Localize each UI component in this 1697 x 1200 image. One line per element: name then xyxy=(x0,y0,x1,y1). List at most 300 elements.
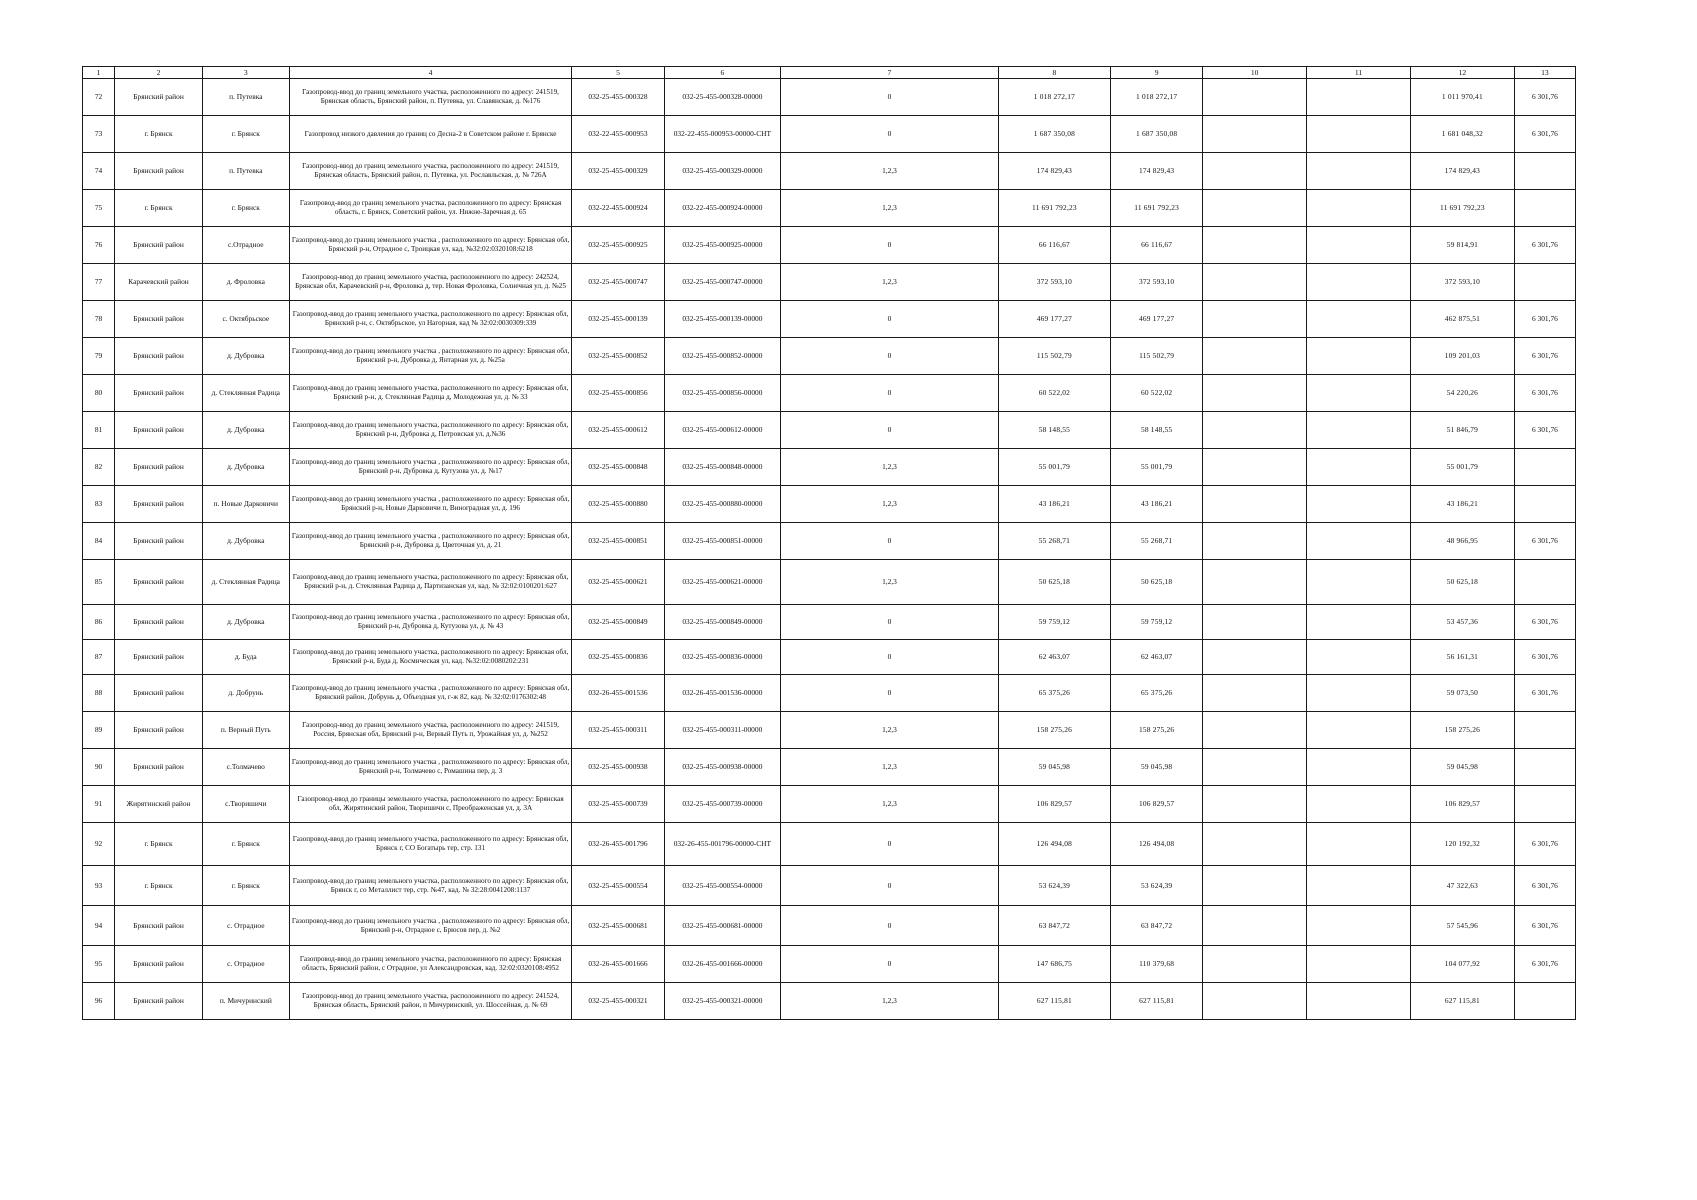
col9-amount-cell: 627 115,81 xyxy=(1111,983,1203,1020)
col10-cell xyxy=(1203,486,1307,523)
row-number: 75 xyxy=(83,190,115,227)
locality-cell: д. Дубровка xyxy=(202,523,289,560)
col-header-6: 6 xyxy=(664,67,781,79)
row-number: 91 xyxy=(83,786,115,823)
col7-cell: 0 xyxy=(781,675,998,712)
col12-amount-cell: 48 966,95 xyxy=(1410,523,1514,560)
col10-cell xyxy=(1203,675,1307,712)
inventory-number-cell: 032-25-455-000329-00000 xyxy=(664,153,781,190)
col-header-4: 4 xyxy=(289,67,572,79)
row-number: 94 xyxy=(83,906,115,946)
row-number: 82 xyxy=(83,449,115,486)
col11-cell xyxy=(1307,605,1411,640)
col12-amount-cell: 43 186,21 xyxy=(1410,486,1514,523)
col9-amount-cell: 55 268,71 xyxy=(1111,523,1203,560)
col9-amount-cell: 1 687 350,08 xyxy=(1111,116,1203,153)
row-number: 85 xyxy=(83,560,115,605)
district-cell: г. Брянск xyxy=(115,866,203,906)
col8-amount-cell: 55 268,71 xyxy=(998,523,1110,560)
object-code-cell: 032-25-455-000856 xyxy=(572,375,664,412)
registry-table xyxy=(82,66,1576,1020)
col7-cell: 0 xyxy=(781,412,998,449)
col11-cell xyxy=(1307,301,1411,338)
col-header-5: 5 xyxy=(572,67,664,79)
col9-amount-cell: 1 018 272,17 xyxy=(1111,79,1203,116)
col7-cell: 1,2,3 xyxy=(781,264,998,301)
description-cell: Газопровод-ввод до границ земельного участка , расположенного по адресу: Брянская обл, Брянский р-н, Дубровка д, Кутузова ул, д. №17 xyxy=(289,449,572,486)
table-row xyxy=(83,264,1576,301)
col12-amount-cell: 59 814,91 xyxy=(1410,227,1514,264)
object-code-cell: 032-25-455-000851 xyxy=(572,523,664,560)
inventory-number-cell: 032-25-455-000311-00000 xyxy=(664,712,781,749)
col-header-11: 11 xyxy=(1307,67,1411,79)
col13-amount-cell: 6 301,76 xyxy=(1514,675,1575,712)
row-number: 89 xyxy=(83,712,115,749)
object-code-cell: 032-25-455-000938 xyxy=(572,749,664,786)
locality-cell: с. Отрадное xyxy=(202,906,289,946)
col9-amount-cell: 63 847,72 xyxy=(1111,906,1203,946)
row-number: 77 xyxy=(83,264,115,301)
col8-amount-cell: 58 148,55 xyxy=(998,412,1110,449)
row-number: 83 xyxy=(83,486,115,523)
locality-cell: д. Добрунь xyxy=(202,675,289,712)
description-cell: Газопровод-ввод до границ земельного участка , расположенного по адресу: Брянская обл, Брянский р-н, Отрадное с, Брюсов пер, д. №2 xyxy=(289,906,572,946)
col13-amount-cell: 6 301,76 xyxy=(1514,375,1575,412)
col8-amount-cell: 174 829,43 xyxy=(998,153,1110,190)
col11-cell xyxy=(1307,116,1411,153)
col13-amount-cell xyxy=(1514,786,1575,823)
col9-amount-cell: 110 379,68 xyxy=(1111,946,1203,983)
col10-cell xyxy=(1203,823,1307,866)
locality-cell: г. Брянск xyxy=(202,116,289,153)
col11-cell xyxy=(1307,338,1411,375)
col8-amount-cell: 50 625,18 xyxy=(998,560,1110,605)
district-cell: Брянский район xyxy=(115,412,203,449)
col11-cell xyxy=(1307,866,1411,906)
col7-cell: 1,2,3 xyxy=(781,786,998,823)
col10-cell xyxy=(1203,866,1307,906)
locality-cell: д. Буда xyxy=(202,640,289,675)
description-cell: Газопровод-ввод до границ земельного участка, расположенного по адресу: 242524, Брянская обл, Карачевский р-н, Фроловка д, тер. Новая Фроловка, Солнечная ул, д. №25 xyxy=(289,264,572,301)
table-row xyxy=(83,449,1576,486)
col12-amount-cell: 158 275,26 xyxy=(1410,712,1514,749)
col8-amount-cell: 106 829,57 xyxy=(998,786,1110,823)
col10-cell xyxy=(1203,449,1307,486)
col11-cell xyxy=(1307,523,1411,560)
table-row xyxy=(83,946,1576,983)
inventory-number-cell: 032-25-455-000328-00000 xyxy=(664,79,781,116)
locality-cell: с. Отрадное xyxy=(202,946,289,983)
col11-cell xyxy=(1307,749,1411,786)
row-number: 80 xyxy=(83,375,115,412)
col7-cell: 1,2,3 xyxy=(781,749,998,786)
description-cell: Газопровод-ввод до границ земельного участка , расположенного по адресу: Брянская обл, Брянский р-н, Новые Дарковичи п, Виноградная ул, д. 196 xyxy=(289,486,572,523)
col8-amount-cell: 43 186,21 xyxy=(998,486,1110,523)
col12-amount-cell: 1 011 970,41 xyxy=(1410,79,1514,116)
col8-amount-cell: 115 502,79 xyxy=(998,338,1110,375)
col9-amount-cell: 126 494,08 xyxy=(1111,823,1203,866)
object-code-cell: 032-25-455-000848 xyxy=(572,449,664,486)
row-number: 88 xyxy=(83,675,115,712)
col11-cell xyxy=(1307,375,1411,412)
district-cell: Брянский район xyxy=(115,605,203,640)
locality-cell: д. Дубровка xyxy=(202,412,289,449)
row-number: 74 xyxy=(83,153,115,190)
district-cell: Брянский район xyxy=(115,449,203,486)
locality-cell: п. Верный Путь xyxy=(202,712,289,749)
inventory-number-cell: 032-25-455-000681-00000 xyxy=(664,906,781,946)
district-cell: Брянский район xyxy=(115,749,203,786)
col8-amount-cell: 126 494,08 xyxy=(998,823,1110,866)
table-row xyxy=(83,906,1576,946)
col11-cell xyxy=(1307,640,1411,675)
col11-cell xyxy=(1307,983,1411,1020)
col10-cell xyxy=(1203,338,1307,375)
row-number: 95 xyxy=(83,946,115,983)
col10-cell xyxy=(1203,946,1307,983)
object-code-cell: 032-25-455-000849 xyxy=(572,605,664,640)
object-code-cell: 032-26-455-001796 xyxy=(572,823,664,866)
col8-amount-cell: 59 759,12 xyxy=(998,605,1110,640)
table-row xyxy=(83,153,1576,190)
col13-amount-cell: 6 301,76 xyxy=(1514,301,1575,338)
locality-cell: г. Брянск xyxy=(202,190,289,227)
table-row xyxy=(83,338,1576,375)
col11-cell xyxy=(1307,906,1411,946)
col12-amount-cell: 54 220,26 xyxy=(1410,375,1514,412)
col-header-10: 10 xyxy=(1203,67,1307,79)
object-code-cell: 032-25-455-000328 xyxy=(572,79,664,116)
col11-cell xyxy=(1307,675,1411,712)
inventory-number-cell: 032-25-455-000938-00000 xyxy=(664,749,781,786)
district-cell: Брянский район xyxy=(115,338,203,375)
description-cell: Газопровод низкого давления до границ со Десна-2 в Советском районе г. Брянске xyxy=(289,116,572,153)
description-cell: Газопровод-ввод до границ земельного участка, расположенного по адресу: 241519, Брянская область, Брянский район, п. Путевка, ул. Рославльская, д. № 726А xyxy=(289,153,572,190)
col13-amount-cell: 6 301,76 xyxy=(1514,227,1575,264)
col9-amount-cell: 50 625,18 xyxy=(1111,560,1203,605)
col9-amount-cell: 106 829,57 xyxy=(1111,786,1203,823)
col7-cell: 0 xyxy=(781,227,998,264)
table-row xyxy=(83,823,1576,866)
inventory-number-cell: 032-25-455-000747-00000 xyxy=(664,264,781,301)
col9-amount-cell: 59 045,98 xyxy=(1111,749,1203,786)
object-code-cell: 032-25-455-000321 xyxy=(572,983,664,1020)
inventory-number-cell: 032-25-455-000852-00000 xyxy=(664,338,781,375)
table-row xyxy=(83,486,1576,523)
col10-cell xyxy=(1203,227,1307,264)
col7-cell: 0 xyxy=(781,866,998,906)
object-code-cell: 032-26-455-001536 xyxy=(572,675,664,712)
col10-cell xyxy=(1203,153,1307,190)
col10-cell xyxy=(1203,190,1307,227)
inventory-number-cell: 032-25-455-000612-00000 xyxy=(664,412,781,449)
col13-amount-cell: 6 301,76 xyxy=(1514,946,1575,983)
description-cell: Газопровод-ввод до границ земельного участка, расположенного по адресу: 241519, Россия, Брянская обл, Брянский р-н, Верный Путь п, Урожайная ул, д. №252 xyxy=(289,712,572,749)
col10-cell xyxy=(1203,375,1307,412)
table-row xyxy=(83,79,1576,116)
col9-amount-cell: 65 375,26 xyxy=(1111,675,1203,712)
col13-amount-cell xyxy=(1514,486,1575,523)
col9-amount-cell: 59 759,12 xyxy=(1111,605,1203,640)
description-cell: Газопровод-ввод до границы земельного участка, расположенного по адресу: Брянская обл, Жирятинский район, Творишичи с, Преображенская ул, д. 3А xyxy=(289,786,572,823)
col7-cell: 0 xyxy=(781,523,998,560)
col7-cell: 0 xyxy=(781,906,998,946)
col9-amount-cell: 469 177,27 xyxy=(1111,301,1203,338)
inventory-number-cell: 032-25-455-000848-00000 xyxy=(664,449,781,486)
col9-amount-cell: 55 001,79 xyxy=(1111,449,1203,486)
col8-amount-cell: 53 624,39 xyxy=(998,866,1110,906)
table-row xyxy=(83,605,1576,640)
description-cell: Газопровод-ввод до границ земельного участка, расположенного по адресу: Брянская обл, Брянский р-н, с. Октябрьское, ул Нагорная, кад № 32:02:0030309:339 xyxy=(289,301,572,338)
col7-cell: 0 xyxy=(781,338,998,375)
inventory-number-cell: 032-25-455-000321-00000 xyxy=(664,983,781,1020)
inventory-number-cell: 032-26-455-001796-00000-СНТ xyxy=(664,823,781,866)
col10-cell xyxy=(1203,983,1307,1020)
description-cell: Газопровод-ввод до границ земельного участка , расположенного по адресу: Брянская обл, Брянский р-н, Дубровка д, Кутузова ул, д. № 43 xyxy=(289,605,572,640)
col11-cell xyxy=(1307,823,1411,866)
row-number: 72 xyxy=(83,79,115,116)
description-cell: Газопровод-ввод до границ земельного участка, расположенного по адресу: Брянская обл, Брянский р-н, Буда д, Космическая ул, кад. №32:02:0080202:231 xyxy=(289,640,572,675)
col13-amount-cell xyxy=(1514,983,1575,1020)
description-cell: Газопровод-ввод до границ земельного участка, расположенного по адресу: Брянская обл, Брянский р-н, д. Стеклянная Радица д, Партизанская ул, кад. № 32:02:0100201:627 xyxy=(289,560,572,605)
inventory-number-cell: 032-22-455-000953-00000-СНТ xyxy=(664,116,781,153)
description-cell: Газопровод-ввод до границ земельного участка, расположенного по адресу: 241519, Брянская область, Брянский район, п. Путевка, ул. Славянская, д. №176 xyxy=(289,79,572,116)
object-code-cell: 032-25-455-000852 xyxy=(572,338,664,375)
col-header-1: 1 xyxy=(83,67,115,79)
table-row xyxy=(83,712,1576,749)
col11-cell xyxy=(1307,786,1411,823)
description-cell: Газопровод-ввод до границ земельного участка , расположенного по адресу: Брянская обл, Брянский район, Добрунь д, Объездная ул, г-ж 82, кад. № 32:02:0176302:48 xyxy=(289,675,572,712)
row-number: 79 xyxy=(83,338,115,375)
col11-cell xyxy=(1307,79,1411,116)
table-row xyxy=(83,640,1576,675)
col12-amount-cell: 106 829,57 xyxy=(1410,786,1514,823)
col7-cell: 0 xyxy=(781,116,998,153)
col12-amount-cell: 51 846,79 xyxy=(1410,412,1514,449)
col13-amount-cell xyxy=(1514,712,1575,749)
object-code-cell: 032-25-455-000836 xyxy=(572,640,664,675)
col7-cell: 0 xyxy=(781,375,998,412)
col13-amount-cell xyxy=(1514,153,1575,190)
district-cell: Брянский район xyxy=(115,640,203,675)
col11-cell xyxy=(1307,486,1411,523)
col9-amount-cell: 174 829,43 xyxy=(1111,153,1203,190)
col10-cell xyxy=(1203,749,1307,786)
inventory-number-cell: 032-25-455-000554-00000 xyxy=(664,866,781,906)
object-code-cell: 032-25-455-000880 xyxy=(572,486,664,523)
object-code-cell: 032-25-455-000739 xyxy=(572,786,664,823)
col-header-12: 12 xyxy=(1410,67,1514,79)
locality-cell: с. Октябрьское xyxy=(202,301,289,338)
col9-amount-cell: 60 522,02 xyxy=(1111,375,1203,412)
col10-cell xyxy=(1203,605,1307,640)
col13-amount-cell: 6 301,76 xyxy=(1514,412,1575,449)
col-header-7: 7 xyxy=(781,67,998,79)
locality-cell: д. Стеклянная Радица xyxy=(202,560,289,605)
table-row xyxy=(83,375,1576,412)
col-header-8: 8 xyxy=(998,67,1110,79)
locality-cell: п. Путевка xyxy=(202,79,289,116)
col13-amount-cell xyxy=(1514,264,1575,301)
col13-amount-cell: 6 301,76 xyxy=(1514,523,1575,560)
row-number: 90 xyxy=(83,749,115,786)
col12-amount-cell: 1 681 048,32 xyxy=(1410,116,1514,153)
col13-amount-cell: 6 301,76 xyxy=(1514,116,1575,153)
row-number: 78 xyxy=(83,301,115,338)
col7-cell: 1,2,3 xyxy=(781,712,998,749)
col11-cell xyxy=(1307,412,1411,449)
table-row xyxy=(83,301,1576,338)
col-header-2: 2 xyxy=(115,67,203,79)
col11-cell xyxy=(1307,153,1411,190)
row-number: 84 xyxy=(83,523,115,560)
district-cell: Жирятинский район xyxy=(115,786,203,823)
district-cell: Брянский район xyxy=(115,486,203,523)
col13-amount-cell: 6 301,76 xyxy=(1514,605,1575,640)
col11-cell xyxy=(1307,560,1411,605)
col12-amount-cell: 627 115,81 xyxy=(1410,983,1514,1020)
col9-amount-cell: 58 148,55 xyxy=(1111,412,1203,449)
col9-amount-cell: 62 463,07 xyxy=(1111,640,1203,675)
col9-amount-cell: 115 502,79 xyxy=(1111,338,1203,375)
col13-amount-cell: 6 301,76 xyxy=(1514,338,1575,375)
table-body xyxy=(83,67,1576,1020)
col11-cell xyxy=(1307,227,1411,264)
col13-amount-cell xyxy=(1514,449,1575,486)
col8-amount-cell: 147 686,75 xyxy=(998,946,1110,983)
col9-amount-cell: 11 691 792,23 xyxy=(1111,190,1203,227)
col10-cell xyxy=(1203,301,1307,338)
district-cell: Брянский район xyxy=(115,523,203,560)
col13-amount-cell: 6 301,76 xyxy=(1514,866,1575,906)
col12-amount-cell: 462 875,51 xyxy=(1410,301,1514,338)
table-row xyxy=(83,866,1576,906)
col11-cell xyxy=(1307,946,1411,983)
col12-amount-cell: 174 829,43 xyxy=(1410,153,1514,190)
table-row xyxy=(83,190,1576,227)
col13-amount-cell: 6 301,76 xyxy=(1514,823,1575,866)
col11-cell xyxy=(1307,190,1411,227)
col7-cell: 1,2,3 xyxy=(781,983,998,1020)
district-cell: г. Брянск xyxy=(115,190,203,227)
row-number: 92 xyxy=(83,823,115,866)
col10-cell xyxy=(1203,712,1307,749)
object-code-cell: 032-25-455-000621 xyxy=(572,560,664,605)
district-cell: Брянский район xyxy=(115,712,203,749)
description-cell: Газопровод-ввод до границ земельного участка, расположенного по адресу: Брянская обл, Брянск г, СО Богатырь тер, стр. 131 xyxy=(289,823,572,866)
col10-cell xyxy=(1203,412,1307,449)
locality-cell: п. Путевка xyxy=(202,153,289,190)
inventory-number-cell: 032-25-455-000139-00000 xyxy=(664,301,781,338)
district-cell: Брянский район xyxy=(115,153,203,190)
row-number: 96 xyxy=(83,983,115,1020)
description-cell: Газопровод-ввод до границ земельного участка , расположенного по адресу: Брянская обл, Брянский р-н, Дубровка д, Янтарная ул, д. №25а xyxy=(289,338,572,375)
object-code-cell: 032-25-455-000747 xyxy=(572,264,664,301)
column-number-row xyxy=(83,67,1576,79)
row-number: 76 xyxy=(83,227,115,264)
col10-cell xyxy=(1203,786,1307,823)
inventory-number-cell: 032-25-455-000856-00000 xyxy=(664,375,781,412)
col11-cell xyxy=(1307,449,1411,486)
district-cell: Брянский район xyxy=(115,375,203,412)
col13-amount-cell xyxy=(1514,749,1575,786)
object-code-cell: 032-25-455-000554 xyxy=(572,866,664,906)
col7-cell: 0 xyxy=(781,301,998,338)
object-code-cell: 032-25-455-000681 xyxy=(572,906,664,946)
col12-amount-cell: 59 073,50 xyxy=(1410,675,1514,712)
col11-cell xyxy=(1307,264,1411,301)
description-cell: Газопровод-ввод до границ земельного участка , расположенного по адресу: Брянская обл, Брянский р-н, Толмачево с, Ромашина пер, д. 3 xyxy=(289,749,572,786)
col13-amount-cell: 6 301,76 xyxy=(1514,79,1575,116)
locality-cell: с.Творишичи xyxy=(202,786,289,823)
district-cell: Брянский район xyxy=(115,79,203,116)
row-number: 86 xyxy=(83,605,115,640)
district-cell: г. Брянск xyxy=(115,823,203,866)
district-cell: Брянский район xyxy=(115,983,203,1020)
row-number: 93 xyxy=(83,866,115,906)
table-row xyxy=(83,749,1576,786)
description-cell: Газопровод-ввод до границ земельного участка , расположенного по адресу: Брянская обл, Брянский р-н, Отрадное с, Троицкая ул, кад. №32:02:0320108:6218 xyxy=(289,227,572,264)
description-cell: Газопровод-ввод до границ земельного участка, расположенного по адресу: 241524, Брянская область, Брянский район, п Мичуринский, ул. Шоссейная, д. № 69 xyxy=(289,983,572,1020)
object-code-cell: 032-25-455-000925 xyxy=(572,227,664,264)
district-cell: Брянский район xyxy=(115,560,203,605)
col-header-9: 9 xyxy=(1111,67,1203,79)
col12-amount-cell: 56 161,31 xyxy=(1410,640,1514,675)
col7-cell: 0 xyxy=(781,79,998,116)
col12-amount-cell: 120 192,32 xyxy=(1410,823,1514,866)
inventory-number-cell: 032-26-455-001666-00000 xyxy=(664,946,781,983)
row-number: 87 xyxy=(83,640,115,675)
description-cell: Газопровод-ввод до границ земельного участка , расположенного по адресу: Брянская обл, Брянский р-н, Дубровка д, Цветочная ул, д. 21 xyxy=(289,523,572,560)
inventory-number-cell: 032-25-455-000851-00000 xyxy=(664,523,781,560)
inventory-number-cell: 032-25-455-000621-00000 xyxy=(664,560,781,605)
locality-cell: с.Толмачево xyxy=(202,749,289,786)
locality-cell: д. Фроловка xyxy=(202,264,289,301)
district-cell: Брянский район xyxy=(115,301,203,338)
col8-amount-cell: 66 116,67 xyxy=(998,227,1110,264)
description-cell: Газопровод-ввод до границ земельного участка, расположенного по адресу: Брянская обл, Брянский р-н, д. Стеклянная Радица д, Молодежная ул, д. № 33 xyxy=(289,375,572,412)
object-code-cell: 032-25-455-000329 xyxy=(572,153,664,190)
inventory-number-cell: 032-25-455-000739-00000 xyxy=(664,786,781,823)
table-row xyxy=(83,560,1576,605)
col13-amount-cell: 6 301,76 xyxy=(1514,640,1575,675)
col12-amount-cell: 109 201,03 xyxy=(1410,338,1514,375)
locality-cell: п. Мичуринский xyxy=(202,983,289,1020)
col12-amount-cell: 53 457,36 xyxy=(1410,605,1514,640)
description-cell: Газопровод-ввод до границ земельного участка, расположенного по адресу: Брянская область, Брянский район, с Отрадное, ул Александровская, кад. 32:02:0320108:4952 xyxy=(289,946,572,983)
col8-amount-cell: 60 522,02 xyxy=(998,375,1110,412)
col12-amount-cell: 47 322,63 xyxy=(1410,866,1514,906)
district-cell: г. Брянск xyxy=(115,116,203,153)
col10-cell xyxy=(1203,640,1307,675)
inventory-number-cell: 032-25-455-000849-00000 xyxy=(664,605,781,640)
row-number: 81 xyxy=(83,412,115,449)
col7-cell: 0 xyxy=(781,823,998,866)
col10-cell xyxy=(1203,116,1307,153)
col7-cell: 1,2,3 xyxy=(781,486,998,523)
col9-amount-cell: 53 624,39 xyxy=(1111,866,1203,906)
inventory-number-cell: 032-26-455-001536-00000 xyxy=(664,675,781,712)
locality-cell: д. Дубровка xyxy=(202,449,289,486)
col12-amount-cell: 11 691 792,23 xyxy=(1410,190,1514,227)
district-cell: Брянский район xyxy=(115,906,203,946)
col-header-13: 13 xyxy=(1514,67,1575,79)
col8-amount-cell: 158 275,26 xyxy=(998,712,1110,749)
object-code-cell: 032-26-455-001666 xyxy=(572,946,664,983)
col7-cell: 0 xyxy=(781,605,998,640)
col10-cell xyxy=(1203,264,1307,301)
col12-amount-cell: 57 545,96 xyxy=(1410,906,1514,946)
